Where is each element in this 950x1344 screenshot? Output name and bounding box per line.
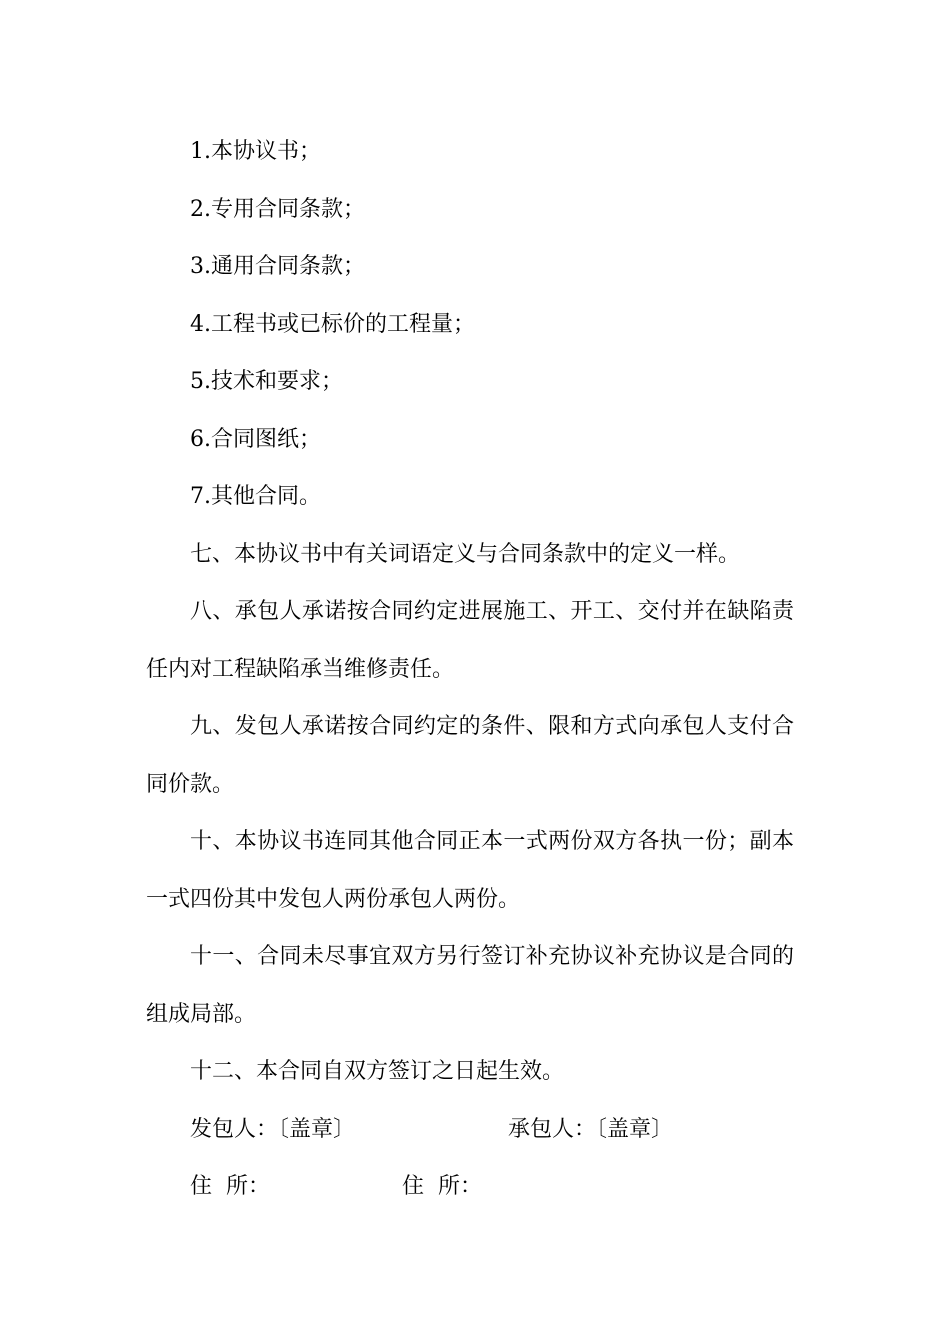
clause-8-line-1 — [146, 592, 794, 650]
clause-9-line-2: 同价款。 — [146, 771, 235, 797]
clause-9-text-1: 九、发包人承诺按合同约定的条件、限和方式向承包人支付合 — [190, 714, 794, 739]
clause-11-line-2: 组成局部。 — [146, 1001, 257, 1027]
list-item: 5.技术和要求； — [190, 369, 343, 394]
employer-address-label: 住 所： — [190, 1174, 270, 1199]
list-item: 2.专用合同条款； — [190, 196, 365, 222]
clause-11-text-1: 十一、合同未尽事宜双方另行签订补充协议补充协议是合同的 — [190, 944, 794, 969]
clause-7: 七、本协议书中有关词语定义与合同条款中的定义一样。 — [190, 541, 741, 567]
clause-8-line-2: 任内对工程缺陷承当维修责任。 — [146, 656, 455, 682]
clause-11-line-1 — [146, 937, 794, 995]
clause-10-line-1 — [146, 822, 794, 880]
list-item: 1.本协议书； — [190, 139, 321, 164]
list-item: 7.其他合同。 — [190, 484, 321, 509]
document-body — [146, 132, 794, 1225]
signature-row — [146, 1110, 794, 1168]
list-item: 4.工程书或已标价的工程量； — [190, 311, 475, 337]
clause-10-line-2: 一式四份其中发包人两份承包人两份。 — [146, 886, 521, 912]
address-row — [146, 1167, 794, 1225]
clause-10-text-1: 十、本协议书连同其他合同正本一式两份双方各执一份；副本 — [190, 829, 794, 854]
list-item: 6.合同图纸； — [190, 426, 321, 452]
clause-12: 十二、本合同自双方签订之日起生效。 — [190, 1059, 565, 1084]
clause-9-line-1 — [146, 707, 794, 765]
list-item: 3.通用合同条款； — [190, 254, 365, 279]
contractor-seal-label: 承包人：〔盖章〕 — [508, 1116, 674, 1142]
employer-seal-label: 发包人：〔盖章〕 — [190, 1116, 356, 1142]
clause-8-text-1: 八、承包人承诺按合同约定进展施工、开工、交付并在缺陷责 — [190, 599, 794, 624]
contractor-address-label: 住 所： — [402, 1174, 482, 1199]
